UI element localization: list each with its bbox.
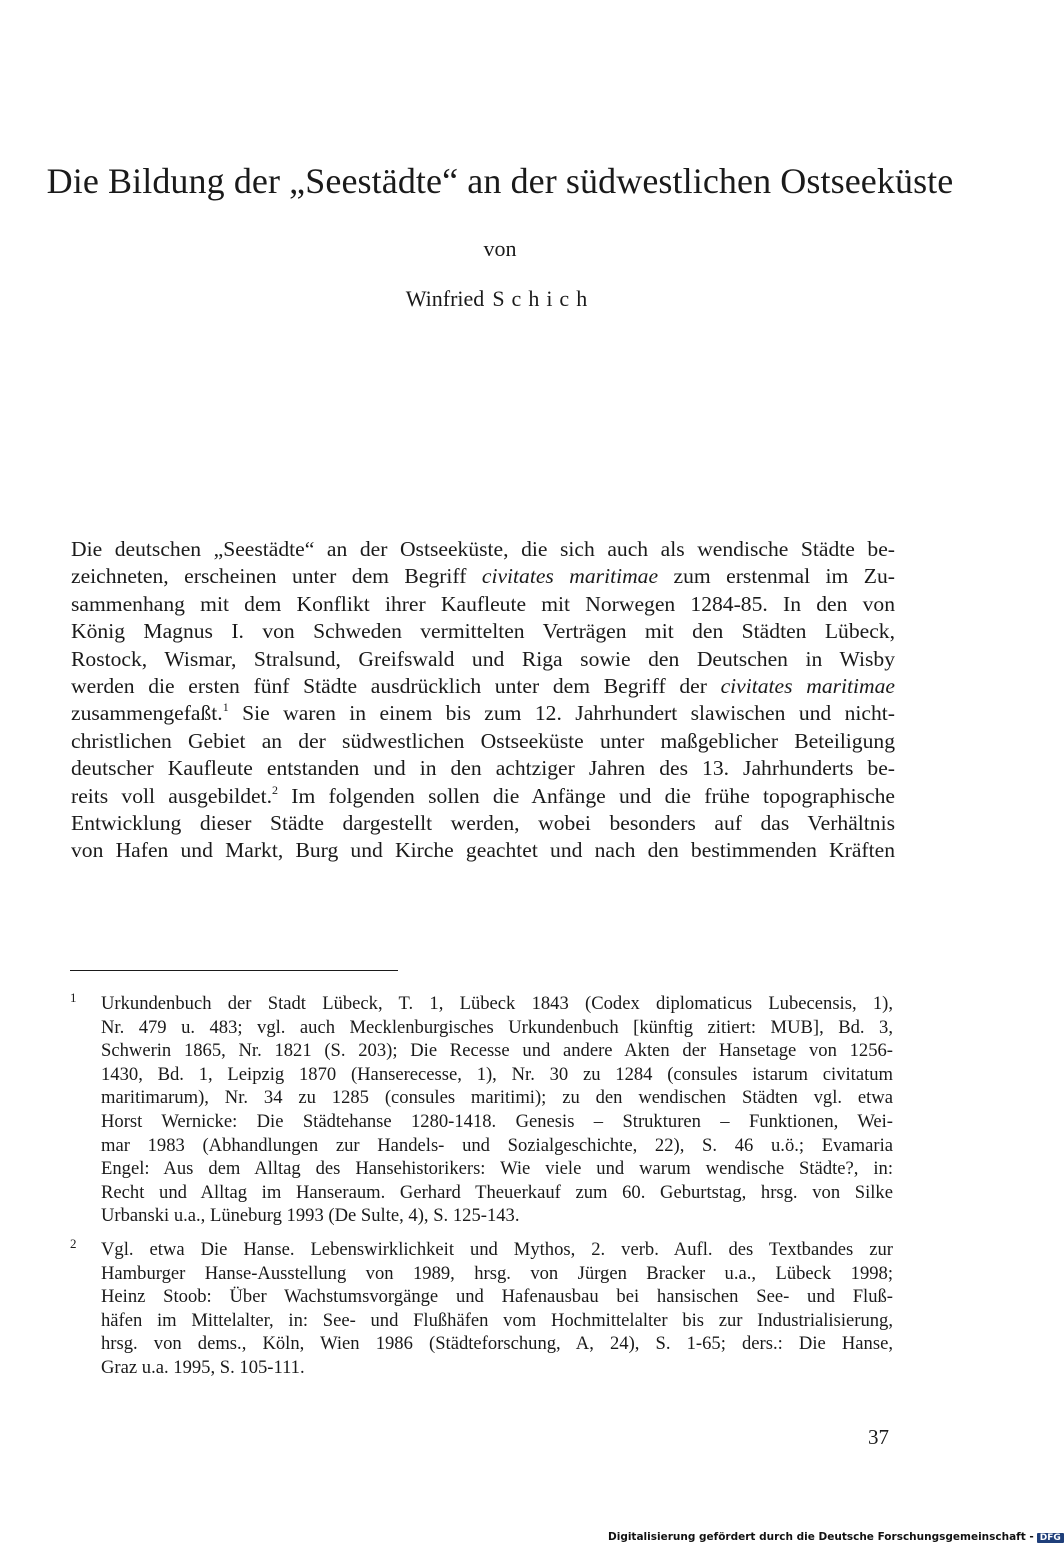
author-last-name: Schich [492, 286, 595, 311]
body-line: Die deutschen „Seestädte“ an der Ostseeküste, die sich auch als wendische Städte be- [71, 537, 895, 561]
body-line: reits voll ausgebildet.$^2$ Im folgenden sollen die Anfänge und die frühe topographische [71, 782, 895, 808]
body-line: König Magnus I. von Schweden vermittelten Verträgen mit den Städten Lübeck, [71, 619, 895, 644]
body-paragraph [71, 536, 895, 865]
body-line: von Hafen und Markt, Burg und Kirche geachtet und nach den bestimmenden Kräften [71, 838, 895, 863]
page-number: 37 [868, 1425, 889, 1449]
by-line: von [483, 236, 517, 261]
body-line: sammenhang mit dem Konflikt ihrer Kaufleute mit Norwegen 1284-85. In den von [71, 591, 895, 616]
footer-text: Digitalisierung gefördert durch die Deutsche Forschungsgemeinschaft - [608, 1531, 1034, 1543]
footnote-text: Urkundenbuch der Stadt Lübeck, T. 1, Lübeck 1843 (Codex diplomaticus Lubecensis, 1), Nr. 479 u. 483; vgl. auch Mecklenburgisches Urkundenbuch [künftig zitiert: MUB], Bd. 3, Schwerin 1865, Nr. 1821 (S. 203); Die Recesse und andere Akten der Hansetage von 1256- 1430, Bd. 1, Leipzig 1870 (Hanserecesse, 1), Nr. 30 zu 1284 (consules istarum civitatum maritimarum), Nr. 34 zu 1285 (consules maritimi); zu den wendischen Städten vgl. etwa Horst Wernicke: Die Städtehanse 1280-1418. Genesis – Strukturen – Funktionen, Wei- mar 1983 (Abhandlungen zur Handels- und Sozialgeschichte, 22), S. 46 u.ö.; Evamaria Engel: Aus dem Alltag des Hansehistorikers: Wie viele und warum wendische Städte?, in: Recht und Alltag im Hanseraum. Gerhard Theuerkauf zum 60. Geburtstag, hrsg. von Silke Urbanski u.a., Lüneburg 1993 (De Sulte, 4), S. 125-143. [101, 993, 893, 1227]
latin-term: civitates maritimae [720, 674, 895, 699]
latin-term: civitates maritimae [481, 564, 659, 589]
author-first-name: Winfried [405, 286, 485, 311]
footnote-text: Vgl. etwa Die Hanse. Lebenswirklichkeit und Mythos, 2. verb. Aufl. des Textbandes zur Hamburger Hanse-Ausstellung von 1989, hrsg. von Jürgen Bracker u.a., Lübeck 1998; Heinz Stoob: Über Wachstumsvorgänge und Hafenausbau bei hansischen See- und Fluß- häfen im Mittelalter, in: See- und Flußhäfen vom Hochmittelalter bis zur Industrialisierung, hrsg. von dems., Köln, Wien 1986 (Städteforschung, A, 24), S. 1-65; ders.: Die Hanse, Graz u.a. 1995, S. 105-111. [101, 1239, 893, 1378]
body-line: Rostock, Wismar, Stralsund, Greifswald und Riga sowie den Deutschen in Wisby [71, 646, 895, 671]
footnote-divider [70, 970, 398, 971]
body-line: christlichen Gebiet an der südwestlichen Ostseeküste unter maßgeblicher Beteiligung [71, 728, 895, 753]
body-line: werden die ersten fünf Städte ausdrücklich unter dem Begriff der civitates maritimae [71, 674, 895, 699]
body-line: zeichneten, erscheinen unter dem Begriff civitates maritimae zum erstenmal im Zu- [71, 564, 895, 589]
body-line: deutscher Kaufleute entstanden und in den achtziger Jahren des 13. Jahrhunderts be- [71, 756, 895, 781]
dfg-logo-icon: DFG [1037, 1533, 1064, 1543]
author-name [0, 284, 1000, 314]
footnote-number: 1 [70, 990, 77, 1005]
body-line: zusammengefaßt.$^1$ Sie waren in einem bis zum 12. Jahrhundert slawischen und nicht- [71, 700, 895, 726]
footnote-ref[interactable]: 2 [272, 782, 279, 797]
digitization-footer [608, 1531, 1064, 1543]
footnote-ref[interactable]: 1 [222, 700, 229, 715]
footnote-number: 2 [70, 1236, 77, 1251]
article-title: Die Bildung der „Seestädte“ an der südwestlichen Ostseeküste [46, 161, 954, 201]
body-line: Entwicklung dieser Städte dargestellt werden, wobei besonders auf das Verhältnis [71, 811, 895, 836]
